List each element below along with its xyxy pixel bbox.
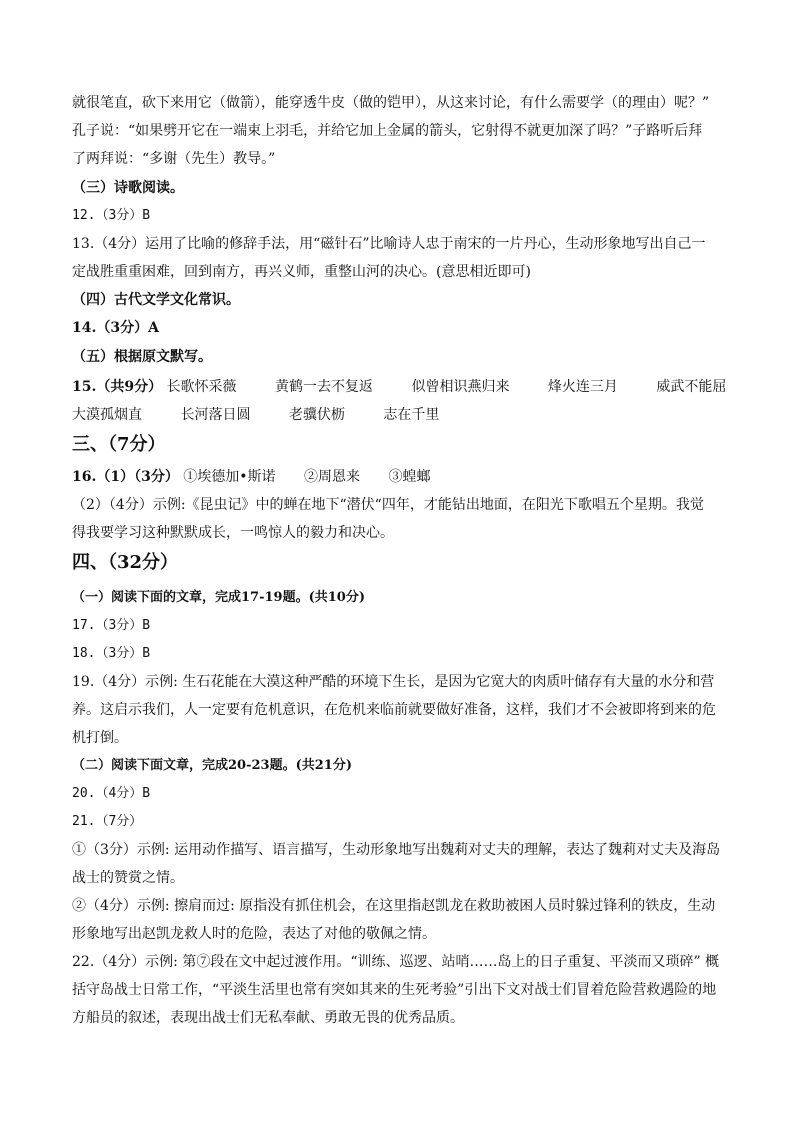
answer-22-cont: 方船员的叙述，表现出战士们无私奉献、勇敢无畏的优秀品质。 xyxy=(72,1010,464,1026)
answer-15-label: 15.（共9分） xyxy=(72,379,163,395)
answer-16-label: 16.（1）（3分） xyxy=(72,469,179,485)
answer-item: ①埃德加•斯诺 xyxy=(183,469,276,485)
paragraph-line: 就很笔直，砍下来用它（做箭），能穿透牛皮（做的铠甲），从这来讨论，有什么需要学（的理由）呢？” xyxy=(72,95,710,111)
answer-19-cont: 机打倒。 xyxy=(72,730,128,746)
recitation-item: 志在千里 xyxy=(383,407,440,423)
recitation-item: 似曾相识燕归来 xyxy=(411,379,510,395)
paragraph-line: 了两拜说：“多谢（先生）教导。” xyxy=(72,151,276,167)
answer-18: 18.（3分）B xyxy=(72,646,151,661)
recitation-item: 老骥伏枥 xyxy=(288,407,345,423)
answer-16-2: （2）（4分）示例:《昆虫记》中的蝉在地下“潜伏“四年，才能钻出地面，在阳光下歌唱五个星期。我觉 xyxy=(72,497,704,513)
answer-16-1 xyxy=(72,467,722,487)
section-heading: （五）根据原文默写。 xyxy=(72,349,212,365)
part-heading: 三、（7分） xyxy=(72,434,166,455)
answer-22: 22.（4分）示例: 第⑦段在文中起过渡作用。“训练、巡逻、站哨……岛上的日子重复、平淡而又琐碎” 概 xyxy=(72,954,720,970)
answer-13: 13.（4分）运用了比喻的修辞手法，用“磁针石”比喻诗人忠于南宋的一片丹心，生动形象地写出自己一 xyxy=(72,236,706,252)
recitation-item: 长歌怀采薇 xyxy=(166,379,237,395)
reading-heading: （一）阅读下面的文章，完成17-19题。(共10分) xyxy=(72,590,365,605)
answer-item: ②周恩来 xyxy=(304,469,361,485)
section-heading: （三）诗歌阅读。 xyxy=(72,180,184,196)
answer-17: 17.（3分）B xyxy=(72,618,151,633)
paragraph-line: 孔子说：“如果劈开它在一端束上羽毛，并给它加上金属的箭头，它射得不就更加深了吗？”子路听后拜 xyxy=(72,123,703,139)
answer-21-1-cont: 战士的赞赏之情。 xyxy=(72,870,184,886)
recitation-item: 长河落日圆 xyxy=(180,407,251,423)
answer-22-cont: 括守岛战士日常工作，“平淡生活里也常有突如其来的生死考验”引出下文对战士们冒着危险营救遇险的地 xyxy=(72,982,717,998)
answer-21-1: ①（3分）示例: 运用动作描写、语言描写，生动形象地写出魏莉对丈夫的理解，表达了魏莉对丈夫及海岛 xyxy=(72,842,721,858)
recitation-item: 威武不能屈 xyxy=(656,379,727,395)
answer-21: 21.（7分） xyxy=(72,814,143,829)
recitation-item: 烽火连三月 xyxy=(547,379,618,395)
answer-19-cont: 养。这启示我们，人一定要有危机意识，在危机来临前就要做好准备，这样，我们才不会被即将到来的危 xyxy=(72,702,716,718)
answer-12: 12.（3分）B xyxy=(72,208,151,223)
section-heading: （四）古代文学文化常识。 xyxy=(72,292,240,308)
answer-15-row1 xyxy=(72,377,727,397)
part-heading: 四、（32分） xyxy=(72,552,179,573)
answer-15-row2 xyxy=(72,405,722,425)
recitation-item: 黄鹤一去不复返 xyxy=(275,379,374,395)
answer-14: 14.（3分）A xyxy=(72,320,159,336)
answer-21-2: ②（4分）示例: 擦肩而过: 原指没有抓住机会，在这里指赵凯龙在救助被困人员时躲过锋利的铁皮，生动 xyxy=(72,898,716,914)
answer-item: ③蝗螂 xyxy=(388,469,431,485)
answer-19: 19.（4分）示例: 生石花能在大漠这种严酷的环境下生长，是因为它宽大的肉质叶储存有大量的水分和营 xyxy=(72,674,715,690)
recitation-item: 大漠孤烟直 xyxy=(72,407,142,423)
answer-16-2-cont: 得我要学习这种默默成长，一鸣惊人的毅力和决心。 xyxy=(72,525,394,541)
answer-13-cont: 定战胜重重困难，回到南方，再兴义师，重整山河的决心。(意思相近即可) xyxy=(72,264,531,280)
reading-heading: （二）阅读下面文章，完成20-23题。(共21分) xyxy=(72,758,352,773)
answer-20: 20.（4分）B xyxy=(72,786,151,801)
answer-21-2-cont: 形象地写出赵凯龙救人时的危险，表达了对他的敬佩之情。 xyxy=(72,926,436,942)
